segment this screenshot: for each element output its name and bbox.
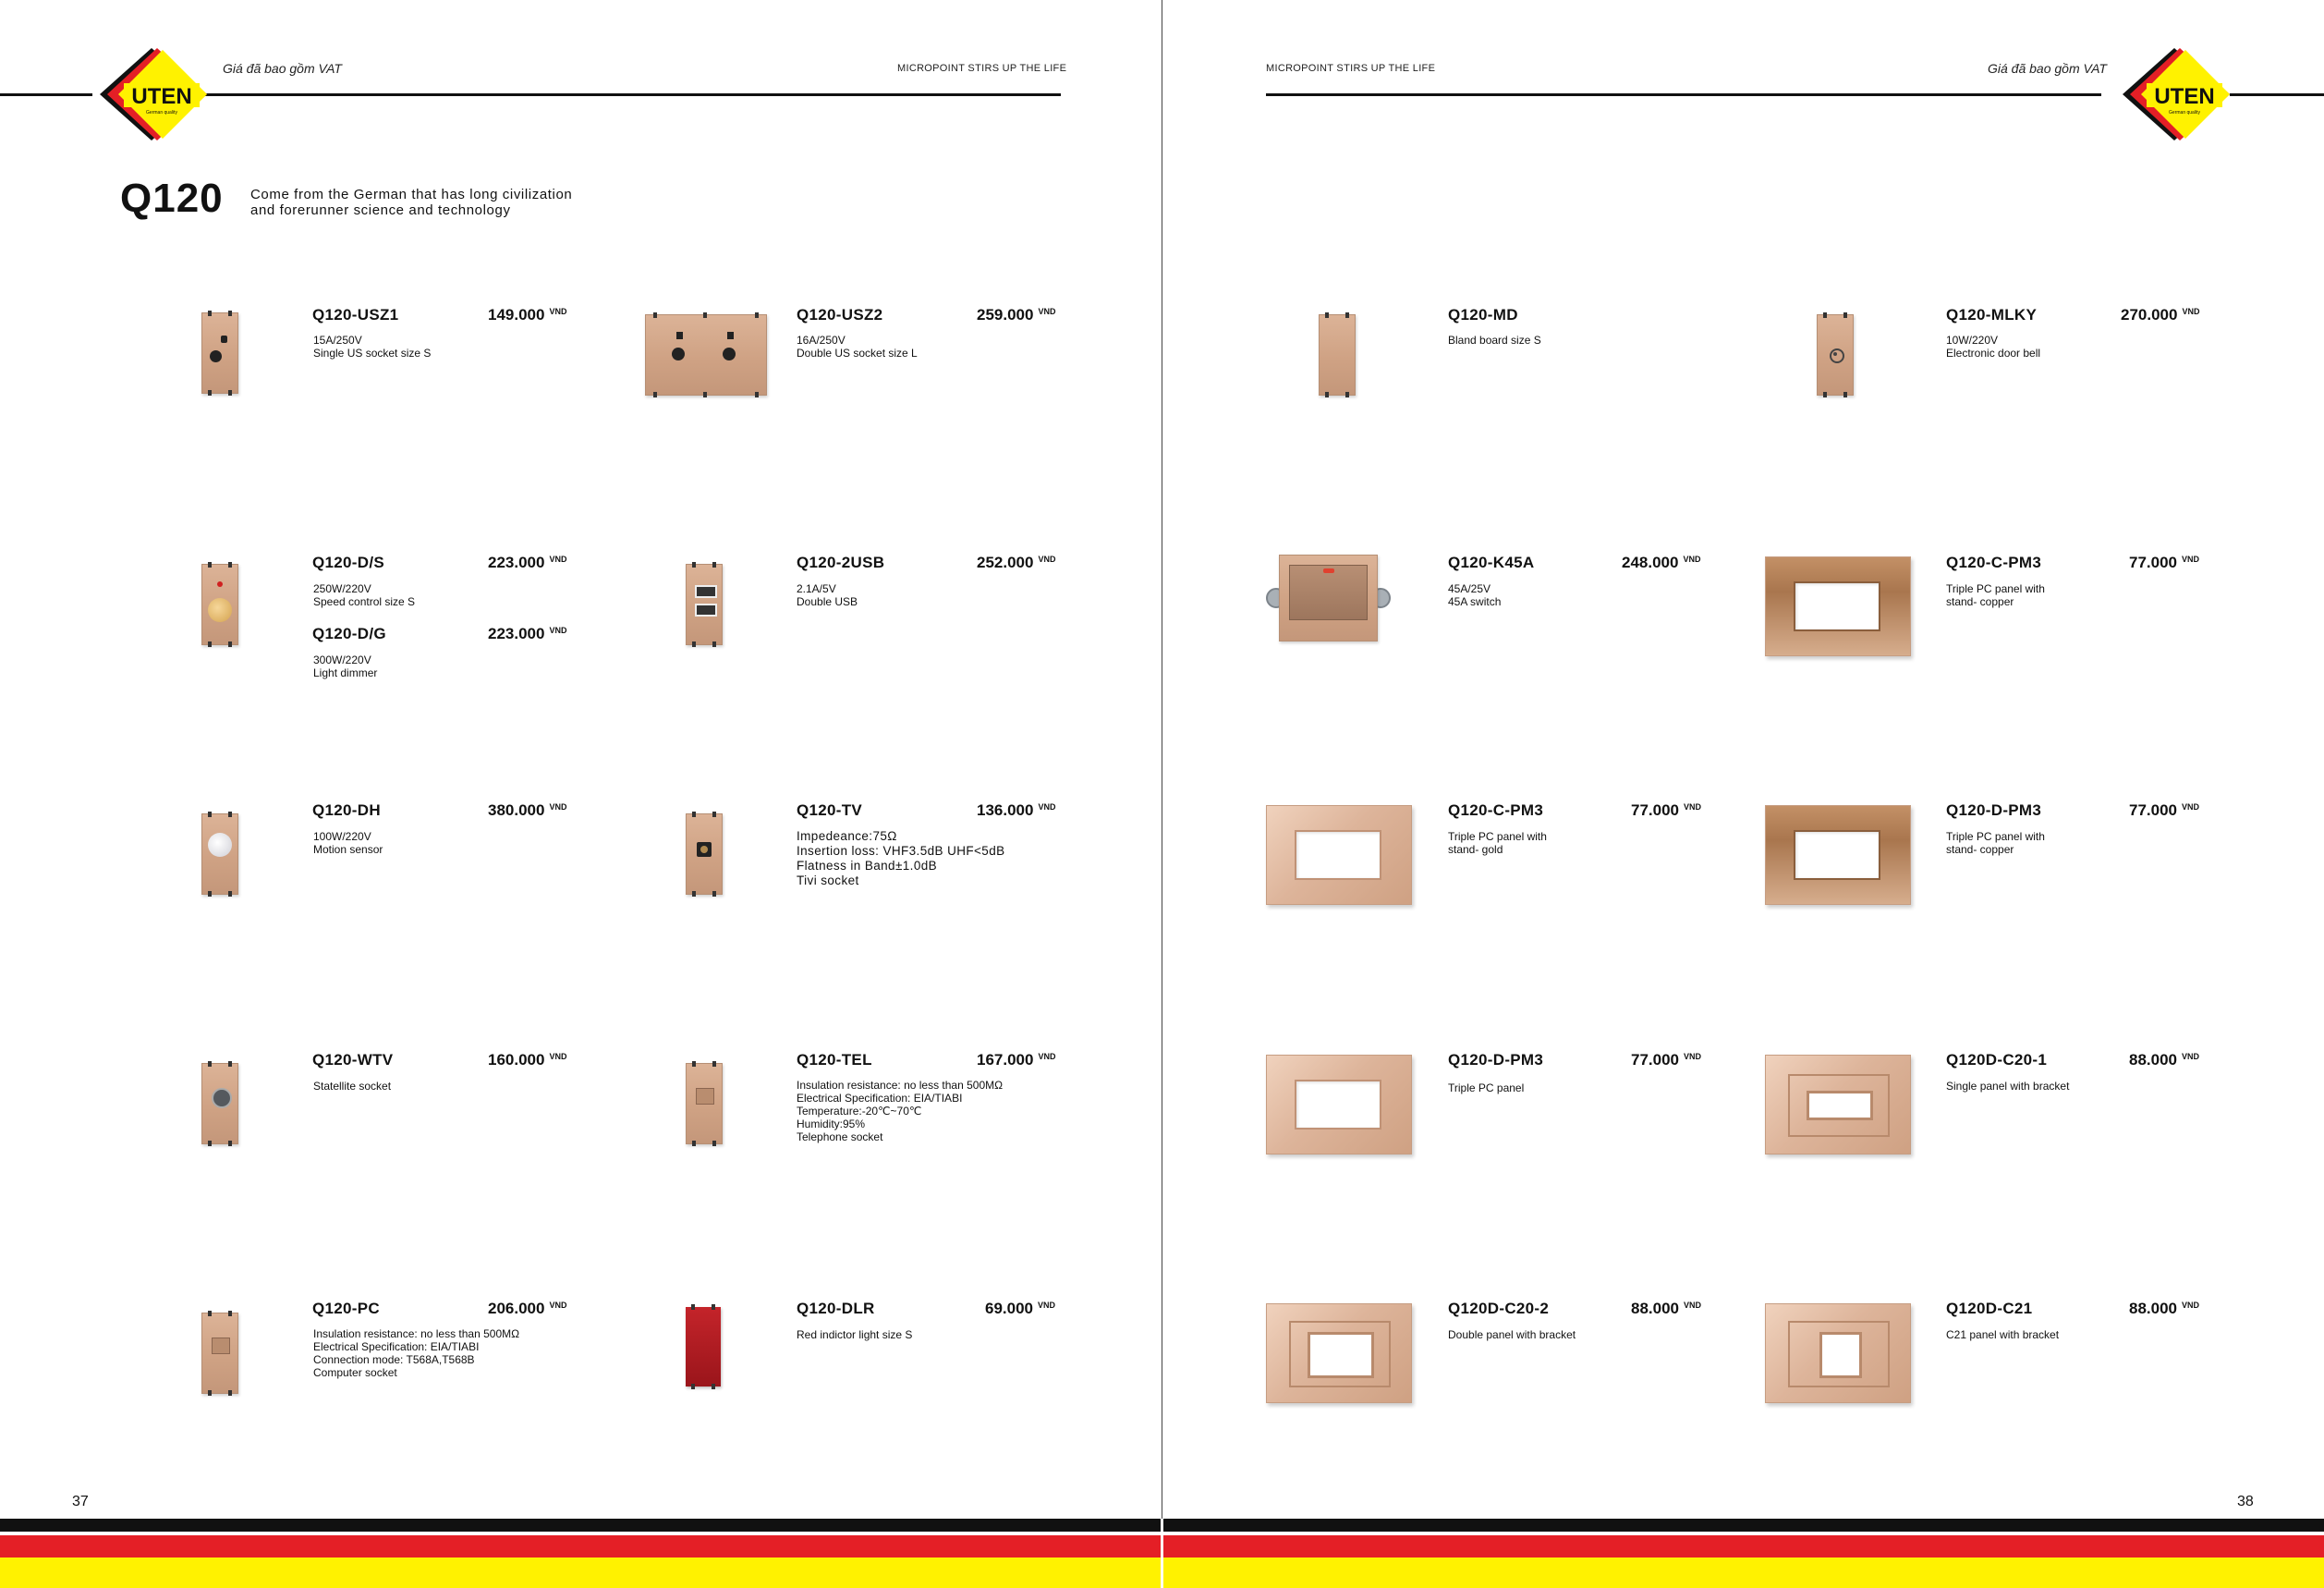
spread-gutter — [1161, 1519, 1163, 1588]
speed-control-image — [201, 564, 238, 645]
vat-note: Giá đã bao gồm VAT — [223, 61, 342, 76]
product-price: 88.000 $^{VND}$ — [2129, 1051, 2200, 1069]
telephone-socket-image — [686, 1063, 723, 1144]
product-description: 300W/220V Light dimmer — [313, 654, 378, 679]
product-code: Q120-MD — [1448, 306, 1518, 324]
single-panel-bracket-image — [1765, 1055, 1911, 1154]
computer-socket-image — [201, 1313, 238, 1394]
svg-text:German quality: German quality — [2169, 110, 2200, 116]
product-code: Q120-D-PM3 — [1946, 801, 2042, 819]
usb-socket-image — [686, 564, 723, 645]
product-code: Q120-D/S — [312, 554, 384, 571]
product-description: Single panel with bracket — [1946, 1080, 2070, 1093]
product-description: Triple PC panel — [1448, 1081, 1525, 1094]
svg-text:UTEN: UTEN — [131, 84, 192, 109]
product-price: 69.000 $^{VND}$ — [985, 1300, 1056, 1317]
product-code: Q120-USZ1 — [312, 306, 399, 324]
product-code: Q120-WTV — [312, 1051, 394, 1069]
blank-board-image — [1319, 314, 1356, 396]
product-description: C21 panel with bracket — [1946, 1328, 2060, 1341]
product-description: Impedeance:75Ω Insertion loss: VHF3.5dB UHF<5dB Flatness in Band±1.0dB Tivi socket — [797, 829, 1005, 887]
product-price: 270.000 $^{VND}$ — [2121, 306, 2200, 324]
product-price: 167.000 $^{VND}$ — [977, 1051, 1056, 1069]
product-price: 160.000 $^{VND}$ — [488, 1051, 567, 1069]
product-price: 252.000 $^{VND}$ — [977, 554, 1056, 571]
product-description: Insulation resistance: no less than 500MΩ Electrical Specification: EIA/TIABI Temperature:-20℃~70℃ Humidity:95% Telephone socket — [797, 1079, 1004, 1143]
triple-panel-d-image — [1266, 1055, 1412, 1154]
product-price: 223.000 $^{VND}$ — [488, 625, 567, 642]
triple-panel-gold-image — [1266, 805, 1412, 905]
header-rule-left-a — [0, 93, 92, 96]
double-panel-bracket-image — [1266, 1303, 1412, 1403]
page-number-left: 37 — [72, 1494, 89, 1509]
satellite-socket-image — [201, 1063, 238, 1144]
product-code: Q120-TV — [797, 801, 863, 819]
motion-sensor-image — [201, 813, 238, 895]
svg-text:German quality: German quality — [146, 110, 177, 116]
product-description: Insulation resistance: no less than 500MΩ Electrical Specification: EIA/TIABI Connection mode: T568A,T568B Computer socket — [313, 1327, 520, 1379]
product-description: Double panel with bracket — [1448, 1328, 1576, 1341]
product-description: 250W/220V Speed control size S — [313, 582, 416, 608]
product-code: Q120-C-PM3 — [1946, 554, 2042, 571]
triple-panel-d-copper-image — [1765, 805, 1911, 905]
product-code: Q120D-C21 — [1946, 1300, 2033, 1317]
product-code: Q120-DLR — [797, 1300, 875, 1317]
series-description — [250, 187, 639, 218]
product-code: Q120-PC — [312, 1300, 380, 1317]
product-description: 45A/25V 45A switch — [1448, 582, 1502, 608]
product-code: Q120-2USB — [797, 554, 885, 571]
series-title: Q120 — [120, 176, 224, 221]
45a-switch-image — [1266, 555, 1391, 641]
product-description: 10W/220V Electronic door bell — [1946, 334, 2041, 360]
product-price: 77.000 $^{VND}$ — [2129, 801, 2200, 819]
product-description: Bland board size S — [1448, 334, 1541, 347]
product-code: Q120-C-PM3 — [1448, 801, 1544, 819]
series-description-line: and forerunner science and technology — [250, 202, 511, 218]
product-price: 259.000 $^{VND}$ — [977, 306, 1056, 324]
product-price: 77.000 $^{VND}$ — [1631, 801, 1702, 819]
product-description: 2.1A/5V Double USB — [797, 582, 858, 608]
product-code: Q120-D/G — [312, 625, 386, 642]
uten-logo — [96, 46, 207, 143]
triple-panel-copper-image — [1765, 556, 1911, 656]
product-code: Q120D-C20-1 — [1946, 1051, 2048, 1069]
socket-usz1-image — [201, 312, 238, 394]
series-description-line: Come from the German that has long civilization — [250, 187, 573, 202]
svg-text:UTEN: UTEN — [2154, 84, 2215, 109]
header-rule-right-a — [1266, 93, 2101, 96]
product-description: 15A/250V Single US socket size S — [313, 334, 432, 360]
product-price: 136.000 $^{VND}$ — [977, 801, 1056, 819]
product-description: 16A/250V Double US socket size L — [797, 334, 918, 360]
product-code: Q120-TEL — [797, 1051, 872, 1069]
right-page — [1162, 0, 2324, 1588]
product-description: Red indictor light size S — [797, 1328, 913, 1341]
slogan: MICROPOINT STIRS UP THE LIFE — [897, 63, 1067, 74]
socket-usz2-image — [645, 314, 767, 396]
header-rule-right-b — [2230, 93, 2324, 96]
product-price: 206.000 $^{VND}$ — [488, 1300, 567, 1317]
page-number-right: 38 — [2237, 1494, 2254, 1509]
product-code: Q120-MLKY — [1946, 306, 2038, 324]
product-code: Q120D-C20-2 — [1448, 1300, 1550, 1317]
product-code: Q120-DH — [312, 801, 381, 819]
product-price: 88.000 $^{VND}$ — [2129, 1300, 2200, 1317]
product-code: Q120-D-PM3 — [1448, 1051, 1544, 1069]
tv-socket-image — [686, 813, 723, 895]
red-indicator-image — [686, 1307, 721, 1386]
product-description: Triple PC panel with stand- copper — [1946, 830, 2045, 856]
product-price: 77.000 $^{VND}$ — [2129, 554, 2200, 571]
product-description: Triple PC panel with stand- copper — [1946, 582, 2045, 608]
product-price: 88.000 $^{VND}$ — [1631, 1300, 1702, 1317]
product-code: Q120-USZ2 — [797, 306, 883, 324]
c21-panel-bracket-image — [1765, 1303, 1911, 1403]
uten-logo — [2119, 46, 2230, 143]
product-description: Triple PC panel with stand- gold — [1448, 830, 1547, 856]
header-rule-left-b — [194, 93, 1061, 96]
product-price: 77.000 $^{VND}$ — [1631, 1051, 1702, 1069]
product-price: 223.000 $^{VND}$ — [488, 554, 567, 571]
slogan: MICROPOINT STIRS UP THE LIFE — [1266, 63, 1436, 74]
product-description: Statellite socket — [313, 1080, 392, 1093]
product-price: 380.000 $^{VND}$ — [488, 801, 567, 819]
product-code: Q120-K45A — [1448, 554, 1535, 571]
product-price: 248.000 $^{VND}$ — [1622, 554, 1701, 571]
vat-note: Giá đã bao gồm VAT — [1988, 61, 2107, 76]
product-description: 100W/220V Motion sensor — [313, 830, 383, 856]
door-bell-image — [1817, 314, 1854, 396]
product-price: 149.000 $^{VND}$ — [488, 306, 567, 324]
